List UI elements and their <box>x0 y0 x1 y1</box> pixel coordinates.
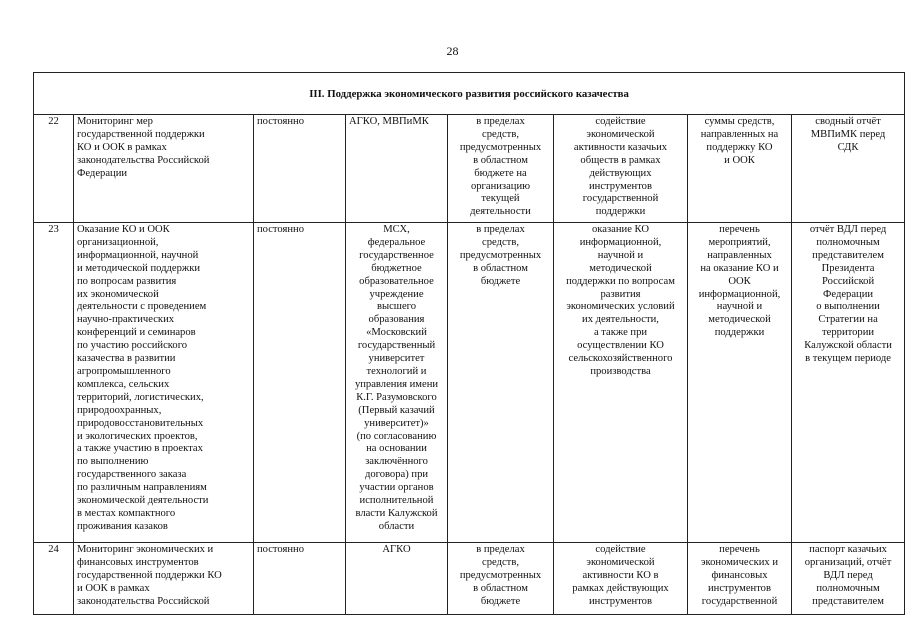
section-title: III. Поддержка экономического развития российского казачества <box>34 73 905 115</box>
report-cell: паспорт казачьих организаций, отчёт ВДЛ перед полномочным представителем <box>792 543 905 615</box>
executor-cell: МСХ, федеральное государственное бюджетное образовательное учреждение высшего образования «Московский государственный университет технологий и управления имени К.Г. Разумовского (Первый казачий университет)» (по согласованию на основании заключённого договора) при участии органов исполнительной власти Калужской области <box>346 223 448 543</box>
funding-cell: в пределах средств, предусмотренных в областном бюджете на организацию текущей деятельности <box>448 115 554 223</box>
indicator-cell: перечень мероприятий, направленных на оказание КО и ООК информационной, научной и методической поддержки <box>688 223 792 543</box>
row-number: 23 <box>34 223 74 543</box>
executor-cell: АГКО, МВПиМК <box>346 115 448 223</box>
measure-cell: Мониторинг экономических и финансовых инструментов государственной поддержки КО и ООК в рамках законодательства Российской <box>74 543 254 615</box>
strategy-table <box>33 72 905 615</box>
table-row <box>34 223 905 543</box>
result-cell: содействие экономической активности КО в рамках действующих инструментов <box>554 543 688 615</box>
page-number: 28 <box>446 44 459 58</box>
measure-cell: Оказание КО и ООК организационной, информационной, научной и методической поддержки по вопросам развития их экономической деятельности с проведением научно-практических конференций и семинаров по участию российского казачества в развитии агропромышленного комплекса, сельских территорий, логистических, природоохранных, природовосстановительных и экологических проектов, а также участию в проектах по выполнению государственного заказа по различным направлениям экономической деятельности в местах компактного проживания казаков <box>74 223 254 543</box>
row-number: 22 <box>34 115 74 223</box>
result-cell: содействие экономической активности казачьих обществ в рамках действующих инструментов государственной поддержки <box>554 115 688 223</box>
period-cell: постоянно <box>254 543 346 615</box>
result-cell: оказание КО информационной, научной и методической поддержки по вопросам развития экономических условий их деятельности, а также при осуществлении КО сельскохозяйственного производства <box>554 223 688 543</box>
period-cell: постоянно <box>254 223 346 543</box>
executor-cell: АГКО <box>346 543 448 615</box>
indicator-cell: суммы средств, направленных на поддержку КО и ООК <box>688 115 792 223</box>
indicator-cell: перечень экономических и финансовых инструментов государственной <box>688 543 792 615</box>
period-cell: постоянно <box>254 115 346 223</box>
table-row <box>34 115 905 223</box>
report-cell: отчёт ВДЛ перед полномочным представителем Президента Российской Федерации о выполнении Стратегии на территории Калужской области в текущем периоде <box>792 223 905 543</box>
row-number: 24 <box>34 543 74 615</box>
report-cell: сводный отчёт МВПиМК перед СДК <box>792 115 905 223</box>
table-row <box>34 543 905 615</box>
funding-cell: в пределах средств, предусмотренных в областном бюджете <box>448 223 554 543</box>
funding-cell: в пределах средств, предусмотренных в областном бюджете <box>448 543 554 615</box>
measure-cell: Мониторинг мер государственной поддержки КО и ООК в рамках законодательства Российской Федерации <box>74 115 254 223</box>
section-header-row <box>34 73 905 115</box>
